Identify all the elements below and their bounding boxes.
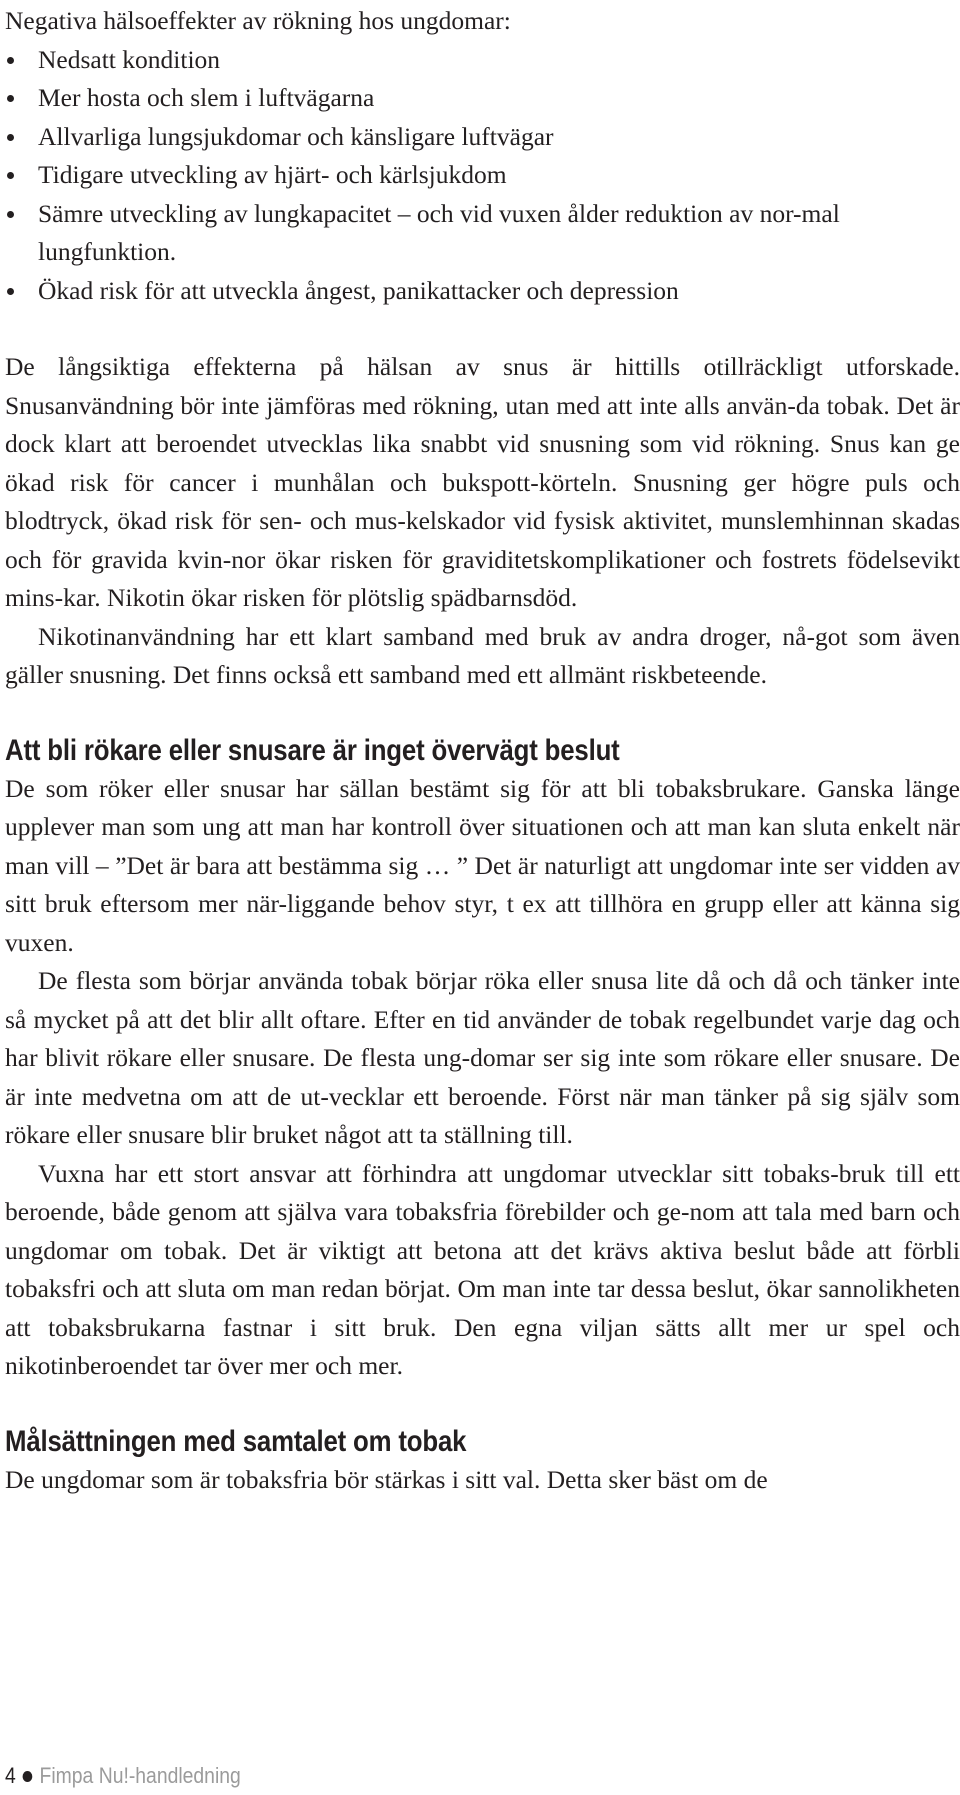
body-paragraph: Vuxna har ett stort ansvar att förhindra att ungdomar utvecklar sitt tobaks-bruk till ett beroende, både genom att själva vara tobaksfria förebilder och ge-nom att tala med barn och ungdomar om tobak. Det är viktigt att betona att det krävs aktiva beslut både att förbli tobaksfri och att sluta om man redan börjat. Om man inte tar dessa beslut, ökar sannolikheten att tobaksbrukarna fastnar i sitt bruk. Den egna viljan sätts allt mer ur spel och nikotinberoendet tar över mer och mer. xyxy=(5,1158,960,1380)
footer-dot-icon xyxy=(23,1771,33,1782)
document-page xyxy=(5,0,960,1499)
body-paragraph: De som röker eller snusar har sällan bestämt sig för att bli tobaksbrukare. Ganska länge upplever man som ung att man har kontroll över situationen och att man kan sluta enkelt när man vill – ”Det är bara att bestämma sig … ” Det är naturligt att ungdomar inte ser vidden av sitt bruk eftersom mer när-liggande behov styr, t ex att tillhöra en grupp eller att känna sig vuxen. xyxy=(5,773,960,957)
body-paragraph: De flesta som börjar använda tobak börjar röka eller snusa lite då och då och tänker inte så mycket på att det blir allt oftare. Efter en tid använder de tobak regelbundet varje dag och har blivit rökare eller snusare. De flesta ung-domar ser sig inte som rökare eller snusare. De är inte medvetna om att de ut-vecklar ett beroende. Först när man tänker på sig själv som rökare eller snusare blir bruket något att ta ställning till. xyxy=(5,966,960,1149)
section-heading-decision: Att bli rökare eller snusare är inget övervägt beslut xyxy=(5,733,620,767)
page-number: 4 xyxy=(5,1763,16,1788)
list-item: Sämre utveckling av lungkapacitet – och vid vuxen ålder reduktion av nor-mal lungfunktion. xyxy=(5,195,960,272)
bullet-icon xyxy=(7,211,14,218)
intro-heading: Negativa hälsoeffekter av rökning hos ungdomar: xyxy=(5,6,511,35)
bullet-icon xyxy=(7,172,14,179)
section-heading-goal: Målsättningen med samtalet om tobak xyxy=(5,1424,467,1458)
body-paragraph: De ungdomar som är tobaksfria bör stärkas i sitt val. Detta sker bäst om de xyxy=(5,1464,768,1494)
bullet-icon xyxy=(7,95,14,102)
nicotine-paragraph: Nikotinanvändning har ett klart samband med bruk av andra droger, nå-got som även gäller snusning. Det finns också ett samband med ett allmänt riskbeteende. xyxy=(5,621,960,689)
list-item: Ökad risk för att utveckla ångest, panikattacker och depression xyxy=(5,272,960,311)
bullet-icon xyxy=(7,134,14,141)
list-item: Mer hosta och slem i luftvägarna xyxy=(5,79,960,118)
bullet-icon xyxy=(7,57,14,64)
snus-paragraph: De långsiktiga effekterna på hälsan av snus är hittills otillräckligt utforskade. Snusanvändning bör inte jämföras med rökning, utan med att inte alls använ-da tobak. Det är dock klart att beroendet utvecklas lika snabbt vid snusning som vid rökning. Snus kan ge ökad risk för cancer i munhålan och bukspott-körteln. Snusning ger högre puls och blodtryck, ökad risk för sen- och mus-kelskador vid fysisk aktivitet, munslemhinnan skadas och för gravida kvin-nor ökar risken för graviditetskomplikationer och fostrets födelsevikt mins-kar. Nikotin ökar risken för plötslig spädbarnsdöd. xyxy=(5,352,960,612)
list-item: Allvarliga lungsjukdomar och känsligare luftvägar xyxy=(5,118,960,157)
page-footer xyxy=(5,1762,241,1790)
health-effects-list xyxy=(5,41,960,311)
list-item: Nedsatt kondition xyxy=(5,41,960,80)
footer-title: Fimpa Nu!-handledning xyxy=(39,1763,241,1788)
list-item: Tidigare utveckling av hjärt- och kärlsjukdom xyxy=(5,156,960,195)
bullet-icon xyxy=(7,288,14,295)
